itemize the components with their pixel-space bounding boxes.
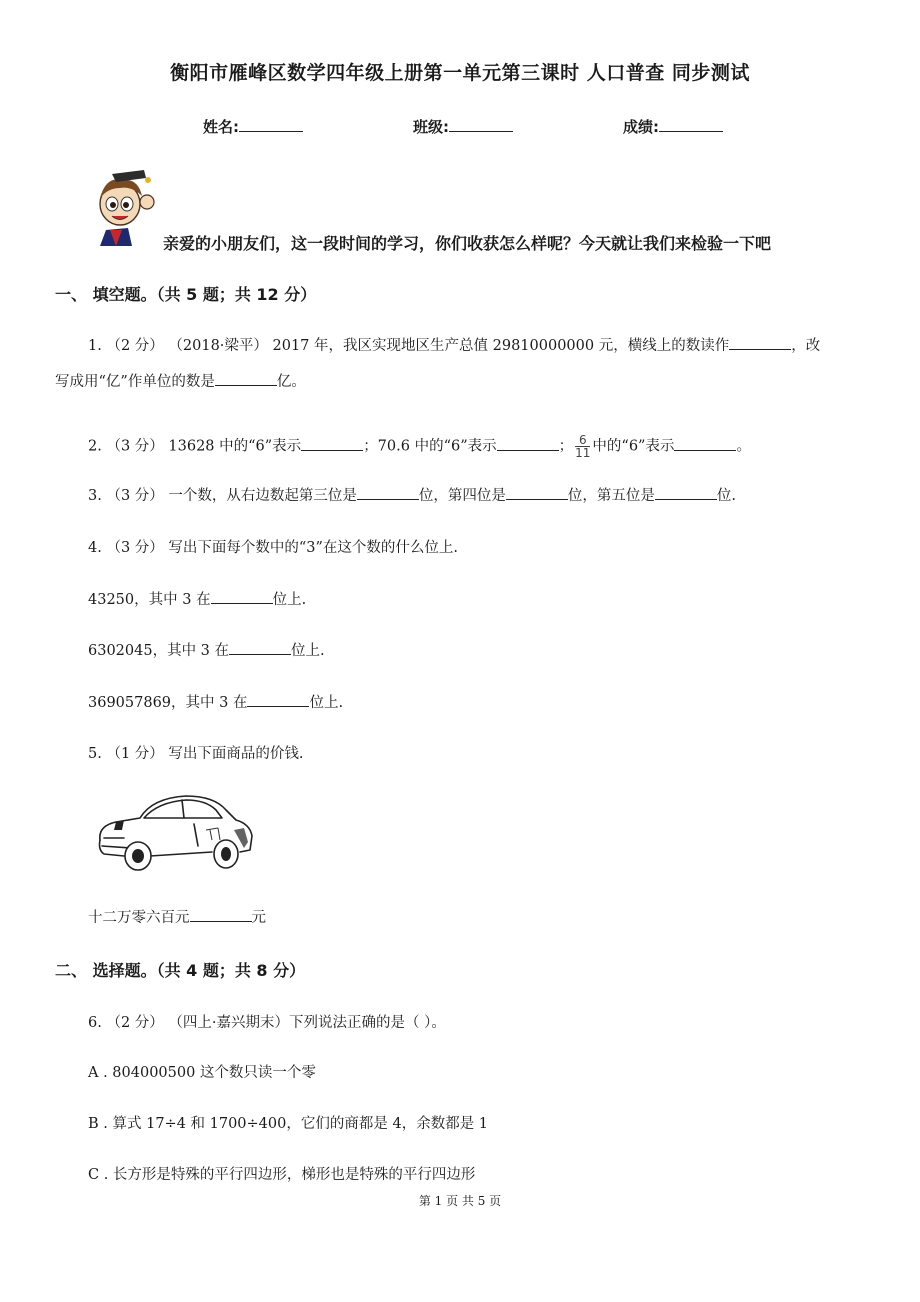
q5-answer-text: 十二万零六百元	[88, 910, 190, 926]
class-field	[413, 116, 513, 137]
fraction-denominator: 11	[575, 446, 591, 460]
q4-blank-3[interactable]	[247, 692, 309, 707]
q6-option-c[interactable]: C . 长方形是特殊的平行四边形，梯形也是特殊的平行四边形	[88, 1167, 476, 1183]
section-2-title: 二、 选择题。（共 4 题；共 8 分）	[55, 961, 306, 980]
q1-line1: 1. （2 分） （2018·梁平） 2017 年，我区实现地区生产总值 29810000000 元，横线上的数读作	[88, 338, 730, 354]
q1-line1-end: ，改	[791, 338, 821, 354]
class-label: 班级:	[413, 118, 449, 136]
name-label: 姓名:	[203, 118, 239, 136]
class-blank[interactable]	[449, 117, 513, 132]
page-title: 衡阳市雁峰区数学四年级上册第一单元第三课时 人口普查 同步测试	[170, 62, 750, 84]
name-blank[interactable]	[239, 117, 303, 132]
q2-blank-3[interactable]	[674, 436, 736, 451]
q2-part2: ；70.6 中的“6”表示	[363, 438, 497, 455]
q1-line2: 写成用“亿”作单位的数是	[55, 374, 215, 390]
score-label: 成绩:	[623, 118, 659, 136]
question-3	[88, 484, 736, 505]
q4-item-1-text: 43250，其中 3 在	[88, 592, 211, 608]
question-4: 4. （3 分） 写出下面每个数中的“3”在这个数的什么位上.	[88, 540, 459, 556]
greeting-text: 亲爱的小朋友们，这一段时间的学习，你们收获怎么样呢？今天就让我们来检验一下吧	[163, 234, 772, 253]
question-2	[88, 434, 751, 459]
question-1-cont	[55, 370, 306, 391]
q3-part2: 位，第四位是	[418, 488, 506, 504]
q3-blank-1[interactable]	[357, 485, 419, 500]
q2-part3: ；	[558, 438, 574, 455]
q4-item-3	[88, 691, 343, 712]
q5-answer	[88, 906, 266, 927]
section-1-title: 一、 填空题。（共 5 题；共 12 分）	[55, 285, 317, 304]
q4-item-3-suffix: 位上.	[309, 695, 344, 711]
q6-option-b[interactable]: B . 算式 17÷4 和 1700÷400，它们的商都是 4，余数都是 1	[88, 1116, 489, 1132]
q2-part5: 。	[736, 438, 751, 455]
q2-blank-1[interactable]	[301, 436, 363, 451]
q1-line2-end: 亿。	[276, 374, 306, 390]
q1-blank-1[interactable]	[729, 335, 791, 350]
q3-part3: 位，第五位是	[567, 488, 655, 504]
car-illustration	[94, 790, 256, 876]
q2-part4: 中的“6”表示	[592, 438, 675, 455]
q4-item-2-suffix: 位上.	[291, 643, 325, 659]
q5-suffix: 元	[251, 910, 266, 926]
fraction-6-11	[575, 434, 590, 459]
score-blank[interactable]	[659, 117, 723, 132]
question-6: 6. （2 分） （四上·嘉兴期末）下列说法正确的是（ ）。	[88, 1015, 446, 1031]
q4-blank-2[interactable]	[229, 640, 291, 655]
q5-blank[interactable]	[190, 907, 252, 922]
q3-part1: 3. （3 分） 一个数，从右边数起第三位是	[88, 488, 357, 504]
q4-item-1-suffix: 位上.	[272, 592, 307, 608]
q6-option-a[interactable]: A . 804000500 这个数只读一个零	[88, 1065, 316, 1081]
name-field	[203, 116, 303, 137]
q3-blank-3[interactable]	[655, 485, 717, 500]
q2-part1: 2. （3 分） 13628 中的“6”表示	[88, 438, 302, 455]
page-footer: 第 1 页 共 5 页	[418, 1194, 502, 1208]
q2-blank-2[interactable]	[497, 436, 559, 451]
q3-part4: 位.	[716, 488, 736, 504]
mascot-illustration	[92, 168, 164, 248]
q4-item-2-text: 6302045，其中 3 在	[88, 643, 230, 659]
question-1	[88, 334, 820, 355]
q4-item-2	[88, 639, 325, 660]
q4-item-3-text: 369057869，其中 3 在	[88, 695, 248, 711]
q3-blank-2[interactable]	[506, 485, 568, 500]
q4-blank-1[interactable]	[211, 589, 273, 604]
question-5: 5. （1 分） 写出下面商品的价钱.	[88, 746, 304, 762]
q4-item-1	[88, 588, 306, 609]
q1-blank-2[interactable]	[215, 371, 277, 386]
score-field	[623, 116, 723, 137]
fraction-numerator: 6	[575, 434, 590, 447]
